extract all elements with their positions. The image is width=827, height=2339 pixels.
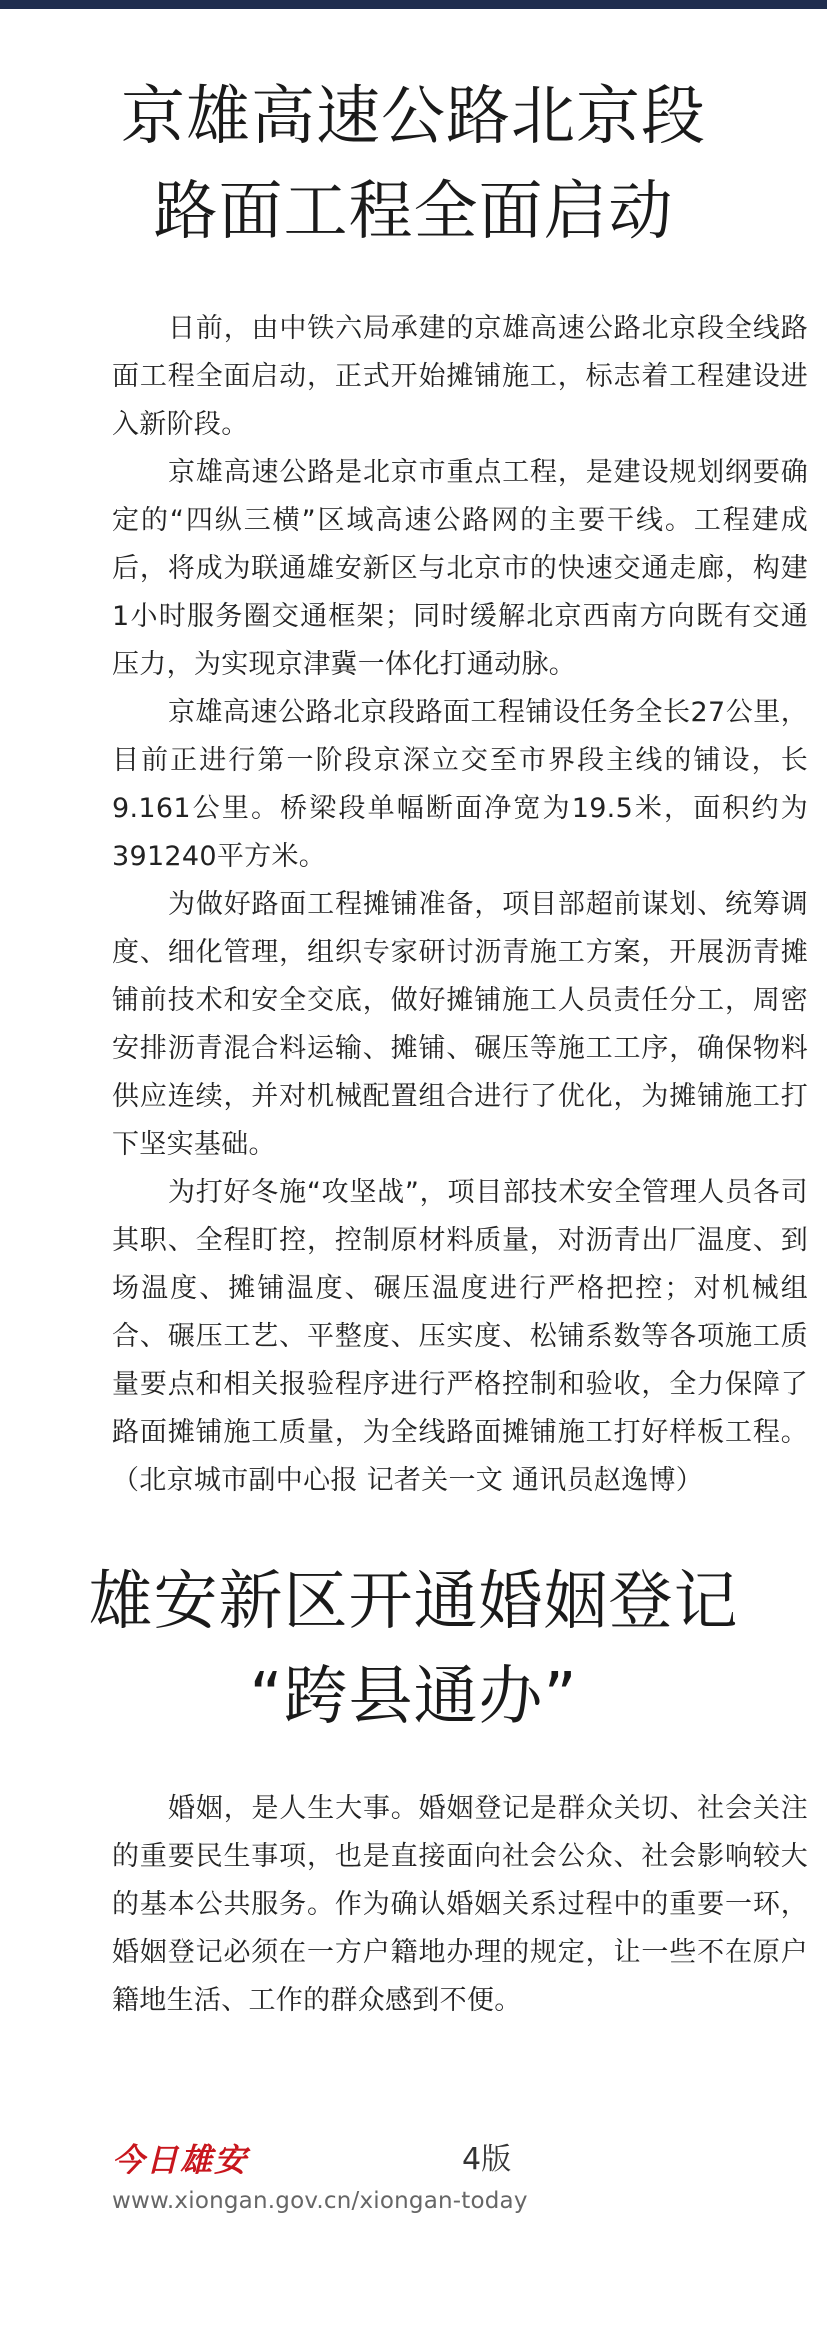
article-2-title-line-1: 雄安新区开通婚姻登记 xyxy=(88,1565,739,1639)
article-1-title-line-2: 路面工程全面启动 xyxy=(153,175,674,249)
article-1-headline xyxy=(0,70,827,260)
article-2-title-line-2: “跨县通办” xyxy=(249,1660,578,1734)
article-1-body xyxy=(112,305,808,1505)
article-1-paragraph: 为打好冬施“攻坚战”，项目部技术安全管理人员各司其职、全程盯控，控制原材料质量，对沥青出厂温度、到场温度、摊铺温度、碾压温度进行严格把控；对机械组合、碾压工艺、平整度、压实度、松铺系数等各项施工质量要点和相关报验程序进行严格控制和验收，全力保障了路面摊铺施工质量，为全线路面摊铺施工打好样板工程。（北京城市副中心报 记者关一文 通讯员赵逸博） xyxy=(112,1177,808,1496)
article-2-headline xyxy=(0,1555,827,1745)
article-1-paragraph: 为做好路面工程摊铺准备，项目部超前谋划、统筹调度、细化管理，组织专家研讨沥青施工方案，开展沥青摊铺前技术和安全交底，做好摊铺施工人员责任分工，周密安排沥青混合料运输、摊铺、碾压等施工工序，确保物料供应连续，并对机械配置组合进行了优化，为摊铺施工打下坚实基础。 xyxy=(112,889,808,1160)
article-2-paragraph: 婚姻，是人生大事。婚姻登记是群众关切、社会关注的重要民生事项，也是直接面向社会公众、社会影响较大的基本公共服务。作为确认婚姻关系过程中的重要一环，婚姻登记必须在一方户籍地办理的规定，让一些不在原户籍地生活、工作的群众感到不便。 xyxy=(112,1793,808,2016)
article-1-paragraph: 京雄高速公路是北京市重点工程，是建设规划纲要确定的“四纵三横”区域高速公路网的主要干线。工程建成后，将成为联通雄安新区与北京市的快速交通走廊，构建1小时服务圈交通框架；同时缓解北京西南方向既有交通压力，为实现京津冀一体化打通动脉。 xyxy=(112,457,808,680)
article-1-title-line-1: 京雄高速公路北京段 xyxy=(121,80,706,154)
page-number: 4版 xyxy=(462,2142,512,2177)
top-color-bar xyxy=(0,0,827,9)
footer-url-link[interactable]: www.xiongan.gov.cn/xiongan-today xyxy=(112,2188,528,2214)
article-1-paragraph: 京雄高速公路北京段路面工程铺设任务全长27公里，目前正进行第一阶段京深立交至市界段主线的铺设，长9.161公里。桥梁段单幅断面净宽为19.5米，面积约为391240平方米。 xyxy=(112,697,808,872)
article-1-paragraph: 日前，由中铁六局承建的京雄高速公路北京段全线路面工程全面启动，正式开始摊铺施工，标志着工程建设进入新阶段。 xyxy=(112,313,808,440)
publication-logo: 今日雄安 xyxy=(112,2141,249,2179)
article-2-body xyxy=(112,1785,808,2025)
